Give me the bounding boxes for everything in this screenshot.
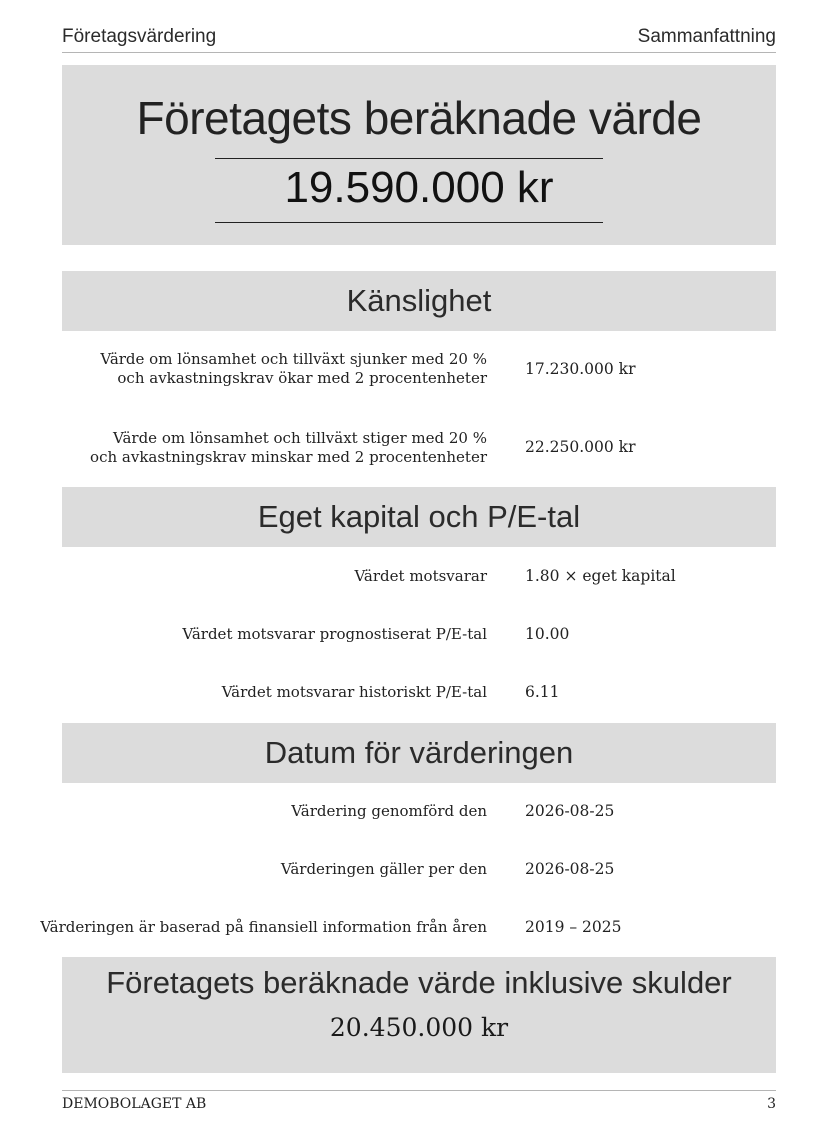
equity-label-historic-pe: Värdet motsvarar historiskt P/E-tal	[221, 683, 487, 701]
company-name: DEMOBOLAGET AB	[62, 1096, 207, 1112]
hero-rule-top	[215, 158, 603, 159]
equity-label-book: Värdet motsvarar	[354, 567, 487, 585]
equity-row-book	[62, 567, 776, 589]
equity-row-historic-pe	[62, 683, 776, 705]
dates-value-performed: 2026-08-25	[525, 802, 615, 820]
equity-heading: Eget kapital och P/E-tal	[62, 487, 776, 547]
sensitivity-label-up-line2: och avkastningskrav minskar med 2 procentenheter	[90, 448, 487, 466]
dates-label-basis: Värderingen är baserad på finansiell information från åren	[40, 918, 487, 936]
sensitivity-label-down	[100, 350, 487, 388]
running-header	[62, 24, 776, 53]
final-title: Företagets beräknade värde inklusive skulder	[106, 965, 732, 1000]
hero-rule-bottom	[215, 222, 603, 223]
equity-label-forward-pe: Värdet motsvarar prognostiserat P/E-tal	[182, 625, 487, 643]
sensitivity-row-down	[62, 350, 776, 390]
sensitivity-label-down-line1: Värde om lönsamhet och tillväxt sjunker med 20 %	[100, 350, 487, 368]
dates-heading: Datum för värderingen	[62, 723, 776, 783]
equity-value-historic-pe: 6.11	[525, 683, 560, 701]
page-number: 3	[767, 1096, 776, 1112]
sensitivity-label-up-line1: Värde om lönsamhet och tillväxt stiger med 20 %	[113, 429, 487, 447]
valuation-hero	[62, 65, 776, 245]
equity-value-forward-pe: 10.00	[525, 625, 570, 643]
dates-row-basis	[40, 918, 776, 940]
final-value: 20.450.000 kr	[329, 1013, 509, 1042]
sensitivity-row-up	[62, 429, 776, 469]
section-name: Sammanfattning	[637, 26, 776, 47]
dates-row-valid	[62, 860, 776, 882]
hero-title: Företagets beräknade värde	[136, 92, 702, 144]
sensitivity-value-up: 22.250.000 kr	[525, 438, 636, 456]
sensitivity-label-up	[90, 429, 487, 467]
dates-row-performed	[62, 802, 776, 824]
dates-label-performed: Värdering genomförd den	[291, 802, 487, 820]
equity-value-book: 1.80 × eget kapital	[525, 567, 676, 585]
dates-value-valid: 2026-08-25	[525, 860, 615, 878]
dates-value-basis: 2019 – 2025	[525, 918, 622, 936]
document-title: Företagsvärdering	[62, 26, 217, 47]
running-footer	[62, 1090, 776, 1121]
sensitivity-heading: Känslighet	[62, 271, 776, 331]
sensitivity-value-down: 17.230.000 kr	[525, 360, 636, 378]
hero-value: 19.590.000 kr	[284, 163, 554, 212]
equity-row-forward-pe	[62, 625, 776, 647]
sensitivity-label-down-line2: och avkastningskrav ökar med 2 procentenheter	[117, 369, 487, 387]
dates-label-valid: Värderingen gäller per den	[280, 860, 487, 878]
valuation-including-debt	[62, 957, 776, 1073]
